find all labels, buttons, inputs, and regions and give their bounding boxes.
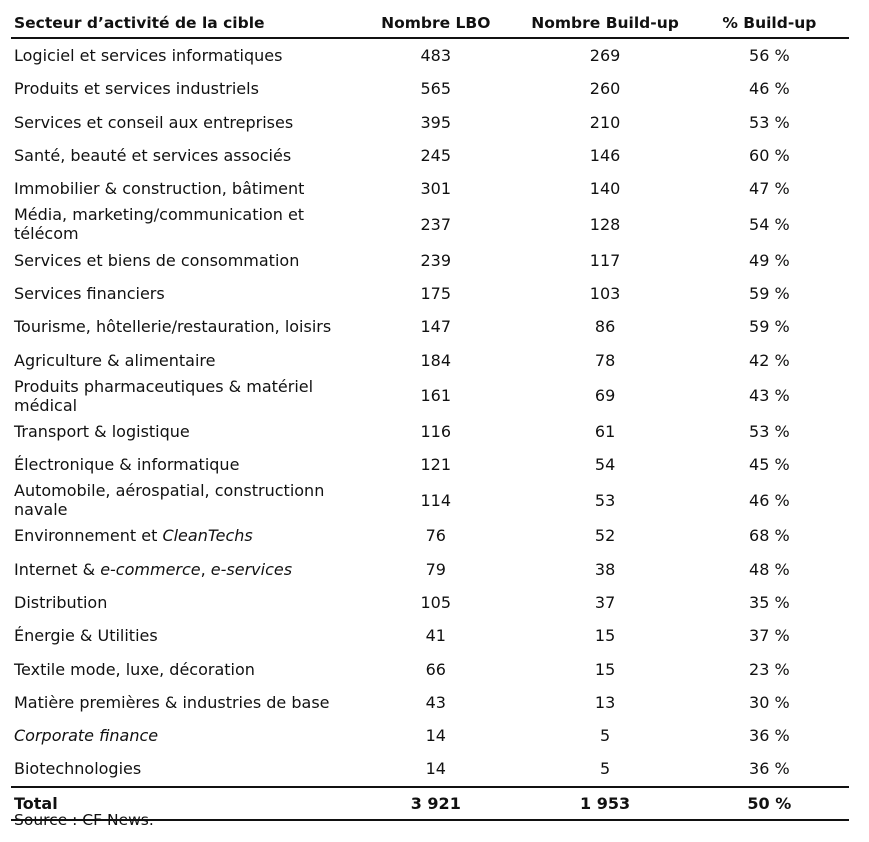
total-lbo: 3 921 [351,787,520,820]
buildup-count-cell: 117 [589,250,621,270]
sector-cell: Matière premières & industries de base [14,692,330,712]
lbo-count-cell: 147 [420,317,452,337]
buildup-pct-cell: 47 % [749,179,790,199]
sector-label-italic-part: CleanTechs [162,526,253,546]
table-header-row [11,8,849,38]
buildup-count-cell: 260 [589,79,621,99]
lbo-count-cell: 43 [425,692,446,712]
lbo-count-cell: 239 [420,250,452,270]
table-row [11,719,849,752]
buildup-pct-cell: 30 % [749,692,790,712]
buildup-count-cell: 15 [594,626,616,646]
buildup-count-cell: 37 [594,593,616,612]
table-row [11,277,849,310]
buildup-count-cell: 103 [589,283,621,303]
buildup-count-cell: 140 [589,179,621,199]
buildup-pct-cell: 68 % [749,526,790,546]
total-pct: 50 % [690,787,849,820]
header-sector: Secteur d’activité de la cible [11,8,351,38]
buildup-pct-cell: 59 % [749,317,790,337]
table-row [11,377,849,415]
buildup-count-cell: 78 [594,350,616,370]
table-row [11,553,849,586]
buildup-pct-cell: 60 % [749,146,790,166]
table-row [11,172,849,205]
sector-cell: Santé, beauté et services associés [14,146,292,166]
sector-label-italic-part: e-services [210,559,293,579]
header-buildup-count: Nombre Build-up [520,8,689,38]
sector-cell: Immobilier & construction, bâtiment [14,179,305,199]
sector-cell: Automobile, aérospatial, constructionn navale [14,481,325,520]
lbo-count-cell: 79 [425,559,446,579]
buildup-count-cell: 269 [589,46,621,66]
buildup-pct-cell: 36 % [749,726,790,746]
lbo-count-cell: 41 [425,626,446,646]
buildup-count-cell: 38 [594,559,616,579]
buildup-pct-cell: 36 % [749,759,790,779]
lbo-count-cell: 14 [425,726,446,746]
sector-label-italic-part: e-commerce [100,559,201,579]
table-row [11,519,849,552]
table-row [11,481,849,519]
buildup-pct-cell: 43 % [749,386,790,406]
table-body [11,38,849,787]
sector-cell: Logiciel et services informatiques [14,46,283,66]
buildup-pct-cell: 48 % [749,559,790,579]
buildup-count-cell: 53 [594,490,616,510]
sector-cell: Produits pharmaceutiques & matériel médical [14,376,314,415]
buildup-pct-cell: 35 % [749,593,790,612]
buildup-pct-cell: 46 % [749,490,790,510]
lbo-count-cell: 116 [420,421,452,441]
sector-label-part: Internet & [14,559,101,579]
lbo-count-cell: 184 [420,350,452,370]
lbo-count-cell: 114 [420,490,452,510]
buildup-pct-cell: 59 % [749,283,790,303]
sector-cell: Services financiers [14,283,165,303]
lbo-count-cell: 301 [420,179,452,199]
lbo-count-cell: 161 [420,386,452,406]
header-lbo-count: Nombre LBO [351,8,520,38]
buildup-count-cell: 210 [589,112,621,132]
sector-cell [11,719,351,752]
sector-cell: Électronique & informatique [14,455,240,475]
table-row [11,752,849,786]
lbo-count-cell: 66 [425,659,446,679]
table-row [11,586,849,619]
buildup-count-cell: 61 [594,421,616,441]
buildup-count-cell: 15 [594,659,616,679]
sector-label-part: , [200,559,211,579]
total-label: Total [11,787,351,820]
lbo-count-cell: 395 [420,112,452,132]
buildup-pct-cell: 42 % [749,350,790,370]
buildup-count-cell: 52 [594,526,616,546]
sector-label-part: Environnement et [14,526,163,546]
sector-cell: Transport & logistique [14,421,190,441]
buildup-pct-cell: 49 % [749,250,790,270]
table-row [11,139,849,172]
table-row [11,448,849,481]
lbo-count-cell: 14 [425,759,446,779]
table-row [11,106,849,139]
sector-cell: Énergie & Utilities [14,626,158,646]
sector-cell [11,519,351,552]
buildup-pct-cell: 54 % [749,214,790,234]
sector-cell: Média, marketing/communication et télécom [14,205,305,244]
sector-cell: Tourisme, hôtellerie/restauration, loisirs [14,317,332,337]
sector-cell [11,553,351,586]
buildup-count-cell: 54 [594,455,616,475]
buildup-count-cell: 69 [594,386,616,406]
sector-label-italic: Corporate finance [14,726,159,746]
sector-cell: Distribution [14,593,108,612]
table-row [11,243,849,276]
buildup-pct-cell: 46 % [749,79,790,99]
lbo-buildup-table [11,8,849,821]
lbo-count-cell: 483 [420,46,452,66]
buildup-pct-cell: 23 % [749,659,790,679]
buildup-pct-cell: 53 % [749,421,790,441]
lbo-count-cell: 175 [420,283,452,303]
sector-cell: Services et conseil aux entreprises [14,112,294,132]
buildup-pct-cell: 45 % [749,455,790,475]
buildup-count-cell: 5 [599,759,611,779]
table-row [11,619,849,652]
table-row [11,652,849,685]
buildup-count-cell: 5 [599,726,611,746]
sector-cell: Agriculture & alimentaire [14,350,216,370]
buildup-pct-cell: 56 % [749,46,790,66]
lbo-count-cell: 121 [420,455,452,475]
total-buildup: 1 953 [520,787,689,820]
buildup-count-cell: 128 [589,214,621,234]
buildup-count-cell: 13 [594,692,616,712]
table-row [11,72,849,105]
table-row [11,38,849,72]
table-row [11,415,849,448]
source-note: Source : CF News. [14,811,154,829]
lbo-count-cell: 565 [420,79,452,99]
lbo-count-cell: 105 [420,593,452,612]
buildup-pct-cell: 37 % [749,626,790,646]
buildup-pct-cell: 53 % [749,112,790,132]
sector-cell: Produits et services industriels [14,79,259,99]
sector-cell: Biotechnologies [14,759,142,779]
buildup-count-cell: 146 [589,146,621,166]
table-row [11,686,849,719]
buildup-count-cell: 86 [594,317,616,337]
sector-cell: Services et biens de consommation [14,250,300,270]
lbo-count-cell: 245 [420,146,452,166]
lbo-count-cell: 76 [425,526,446,546]
table-row [11,310,849,343]
table-row [11,343,849,376]
header-buildup-pct: % Build-up [690,8,849,38]
sector-cell: Textile mode, luxe, décoration [14,659,255,679]
lbo-count-cell: 237 [420,214,452,234]
table-row [11,205,849,243]
